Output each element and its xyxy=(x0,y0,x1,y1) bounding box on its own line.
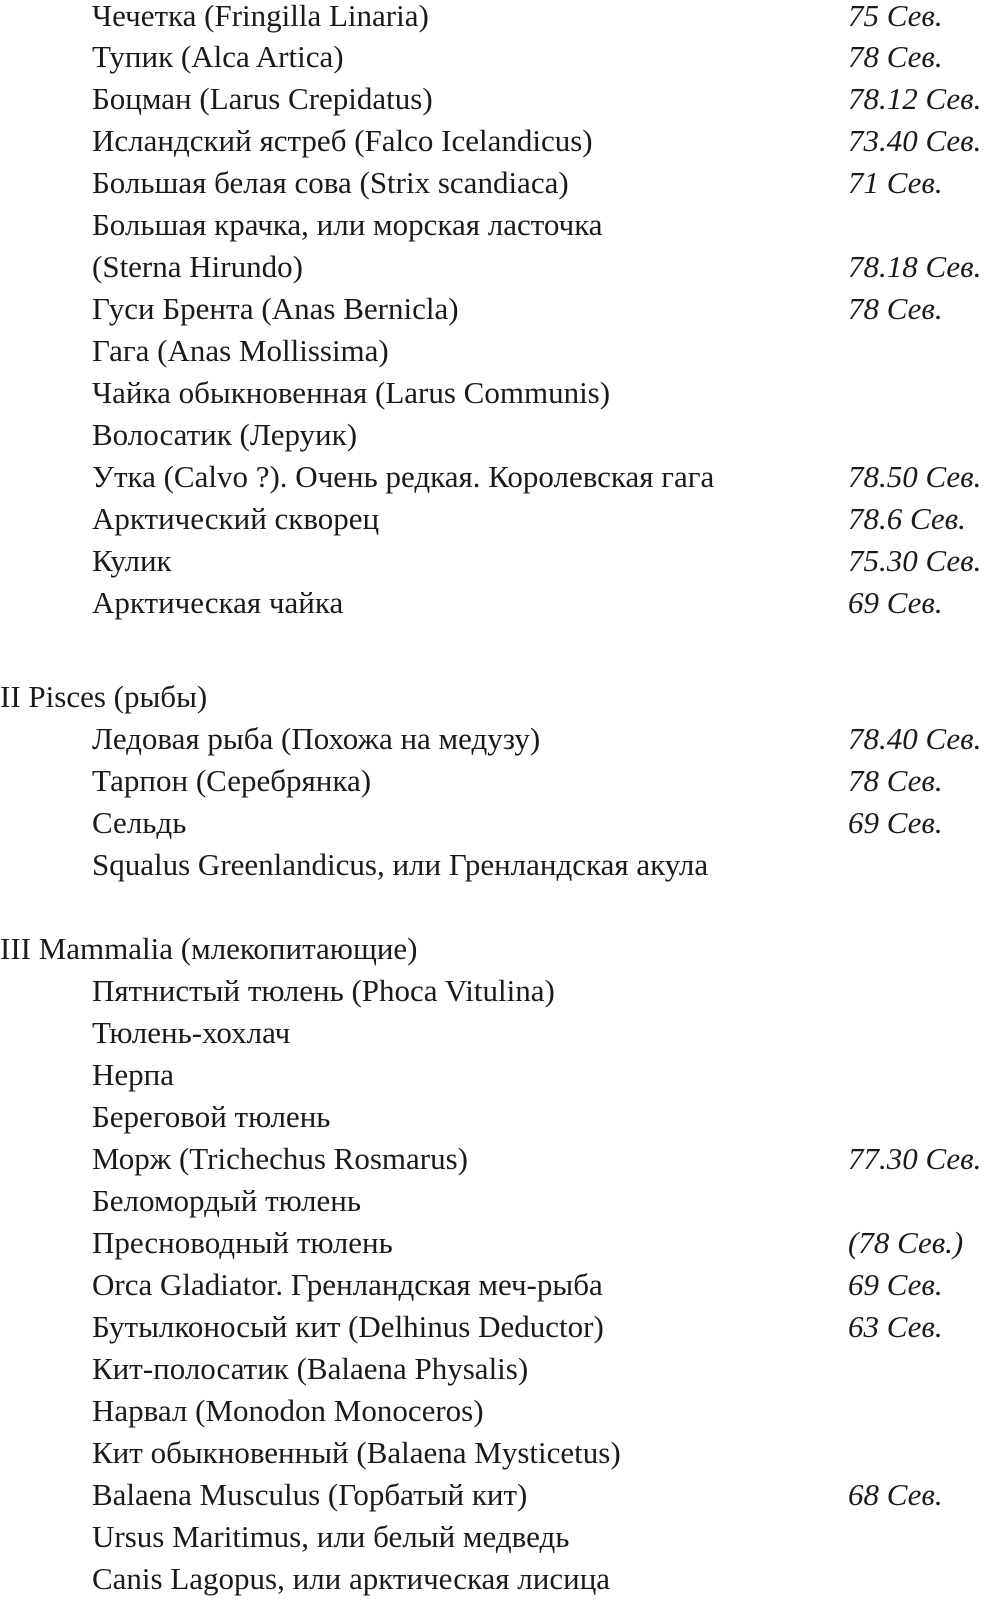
species-name: Волосатик (Леруик) xyxy=(92,417,358,452)
latitude: 78 Сев. xyxy=(848,39,943,74)
latitude: 63 Сев. xyxy=(848,1309,943,1344)
latitude: (78 Сев.) xyxy=(848,1225,964,1260)
latitude: 71 Сев. xyxy=(848,165,943,200)
species-name: Тупик (Alca Artica) xyxy=(92,39,344,74)
species-name: Арктическая чайка xyxy=(92,585,344,620)
latitude: 75.30 Сев. xyxy=(848,543,982,578)
latitude: 77.30 Сев. xyxy=(848,1141,982,1176)
latitude: 69 Сев. xyxy=(848,585,943,620)
species-name: Ледовая рыба (Похожа на медузу) xyxy=(92,721,541,756)
species-name: (Sterna Hirundo) xyxy=(92,249,303,284)
species-name: Чайка обыкновенная (Larus Communis) xyxy=(92,375,611,410)
species-name: Пресноводный тюлень xyxy=(92,1225,393,1260)
species-name: Чечетка (Fringilla Linaria) xyxy=(92,0,429,33)
latitude: 78.50 Сев. xyxy=(848,459,982,494)
species-name: Ursus Maritimus, или белый медведь xyxy=(92,1519,570,1554)
species-name: Арктический скворец xyxy=(92,501,380,536)
section-heading-mammalia: III Mammalia (млекопитающие) xyxy=(0,931,418,966)
species-name: Нерпа xyxy=(92,1057,174,1092)
latitude: 75 Сев. xyxy=(848,0,943,33)
latitude: 78.18 Сев. xyxy=(848,249,982,284)
species-name: Сельдь xyxy=(92,805,187,840)
species-name: Большая крачка, или морская ласточка xyxy=(92,207,603,242)
latitude: 73.40 Сев. xyxy=(848,123,982,158)
species-name: Balaena Musculus (Горбатый кит) xyxy=(92,1477,528,1512)
species-name: Кит обыкновенный (Balaena Mysticetus) xyxy=(92,1435,621,1470)
species-name: Исландский ястреб (Falco Icelandicus) xyxy=(92,123,593,158)
species-name: Кит-полосатик (Balaena Physalis) xyxy=(92,1351,529,1386)
section-heading-pisces: II Pisces (рыбы) xyxy=(0,679,208,714)
species-name: Нарвал (Monodon Monoceros) xyxy=(92,1393,484,1428)
latitude: 78.40 Сев. xyxy=(848,721,982,756)
latitude: 69 Сев. xyxy=(848,1267,943,1302)
species-name: Orca Gladiator. Гренландская меч-рыба xyxy=(92,1267,603,1302)
latitude: 78 Сев. xyxy=(848,763,943,798)
species-name: Canis Lagopus, или арктическая лисица xyxy=(92,1561,611,1596)
species-name: Squalus Greenlandicus, или Гренландская акула xyxy=(92,847,709,882)
species-name: Тюлень-хохлач xyxy=(92,1015,291,1050)
species-name: Бутылконосый кит (Delhinus Deductor) xyxy=(92,1309,604,1344)
species-name: Боцман (Larus Crepidatus) xyxy=(92,81,433,116)
species-name: Морж (Trichechus Rosmarus) xyxy=(92,1141,468,1176)
species-name: Большая белая сова (Strix scandiaca) xyxy=(92,165,569,200)
latitude: 78.12 Сев. xyxy=(848,81,982,116)
species-name: Утка (Calvo ?). Очень редкая. Королевская гага xyxy=(92,459,715,494)
species-name: Пятнистый тюлень (Phoca Vitulina) xyxy=(92,973,555,1008)
species-name: Беломордый тюлень xyxy=(92,1183,361,1218)
species-name: Береговой тюлень xyxy=(92,1099,331,1134)
latitude: 78 Сев. xyxy=(848,291,943,326)
species-name: Гага (Anas Mollissima) xyxy=(92,333,389,368)
species-name: Тарпон (Серебрянка) xyxy=(92,763,372,798)
latitude: 78.6 Сев. xyxy=(848,501,966,536)
species-name: Кулик xyxy=(92,543,172,578)
latitude: 69 Сев. xyxy=(848,805,943,840)
species-name: Гуси Брента (Anas Bernicla) xyxy=(92,291,459,326)
latitude: 68 Сев. xyxy=(848,1477,943,1512)
